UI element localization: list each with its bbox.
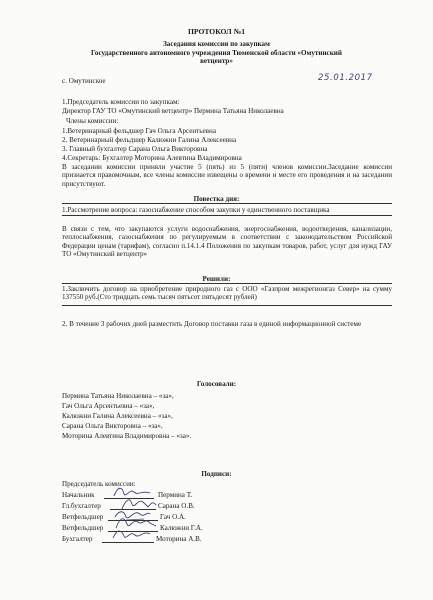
- signature-role-1: Начальник: [62, 491, 95, 499]
- signature-name-2: Сарана О.В.: [158, 502, 195, 510]
- protocol-subtitle: Заседания комиссии по закупкам: [163, 40, 270, 48]
- vote-line-2: Гач Ольга Арсентьевна – «за»,: [62, 402, 155, 410]
- signature-name-4: Калюжни Г.А.: [160, 524, 203, 532]
- vote-line-5: Моторина Алевтина Владимировна – «за».: [62, 432, 192, 440]
- vote-line-3: Калюжни Галина Алексеевна – «за»,: [62, 412, 173, 420]
- handwritten-signature-5: [110, 526, 154, 544]
- signature-role-3: Ветфельдшер: [62, 513, 104, 521]
- chair-heading: 1.Председатель комиссии по закупкам:: [62, 98, 180, 106]
- signature-name-3: Гач О.А.: [160, 513, 186, 521]
- members-heading: Члены комиссии:: [66, 117, 119, 125]
- agenda-rule-bottom: [62, 215, 392, 216]
- signatures-chair-label: Председатель комиссии:: [62, 480, 136, 488]
- place: с. Омутинское: [62, 77, 106, 85]
- agenda-heading: Повестка дня:: [193, 195, 240, 203]
- vote-line-1: Пермина Татьяна Николаевна – «за»,: [62, 392, 174, 400]
- signature-name-1: Пермина Т.: [158, 491, 193, 499]
- decision-1: 1.Заключить договор на приобретение природного газ с ООО «Газпром межрегионгаз Север» на сумму 137550 руб.(Сто тридцать семь тысяч пятьсот пятьдесят рублей): [62, 285, 392, 302]
- handwritten-date: 25.01.2017: [318, 73, 373, 83]
- vote-line-4: Сарана Ольга Викторовна – «за»,: [62, 422, 163, 430]
- signature-role-4: Ветфельдшер: [62, 524, 104, 532]
- decisions-heading: Решили:: [202, 275, 231, 283]
- signatures-heading: Подписи:: [201, 470, 232, 478]
- member-4: 4.Секретарь: Бухгалтер Моторина Алевтина Владимировна: [62, 154, 242, 162]
- member-1: 1.Ветеринарный фельдшер Гач Ольга Арсентьевна: [62, 127, 216, 135]
- quorum-text: В заседании комиссии приняли участие 5 (пять) из 5 (пяти) членов комиссии.Заседание комиссии признается правомочным, все члены комиссии извещены о времени и месте его проведения и на заседании присутствуют.: [62, 163, 392, 188]
- agenda-text: В связи с тем, что закупаются услуги водоснабжения, энергоснабжения, водоотведения, канализации, теплоснабжения, газоснабжения по регулируемым в соответствии с законодательством Российской Федерации ценам (тарифам), согласно п.14.1.4 Положения по закупкам товаров, работ, услуг для нужд ГАУ ТО «Омутинский ветцентр»: [62, 225, 392, 258]
- agenda-item: 1.Рассмотрение вопроса: газоснабжение способом закупки у единственного поставщика: [62, 206, 330, 214]
- chair: Директор ГАУ ТО «Омутинский ветцентр» Пермина Татьяна Николаевна: [62, 107, 284, 115]
- protocol-title: ПРОТОКОЛ №1: [187, 27, 246, 36]
- decision-1-rule: [62, 305, 392, 306]
- organization-line-2: ветцентр»: [200, 57, 233, 65]
- votes-heading: Голосовали:: [196, 380, 237, 388]
- decision-2: 2. В течение 3 рабочих дней разместить Договор поставки газа в единой информационной системе: [62, 320, 362, 328]
- decisions-rule: [62, 283, 392, 284]
- organization-line-1: Государственного автономного учреждения Тюменской области «Омутинский: [91, 49, 342, 57]
- member-3: 3. Главный бухгалтер Сарана Ольга Викторовна: [62, 145, 208, 153]
- agenda-rule: [62, 203, 392, 204]
- signature-role-2: Гл.бухгалтер: [62, 502, 101, 510]
- signature-name-5: Моторина А.В.: [156, 535, 202, 543]
- member-2: 2. Ветеринарный фельдшер Калюжни Галина Алексеевна: [62, 136, 237, 144]
- signature-role-5: Бухгалтер: [62, 535, 93, 543]
